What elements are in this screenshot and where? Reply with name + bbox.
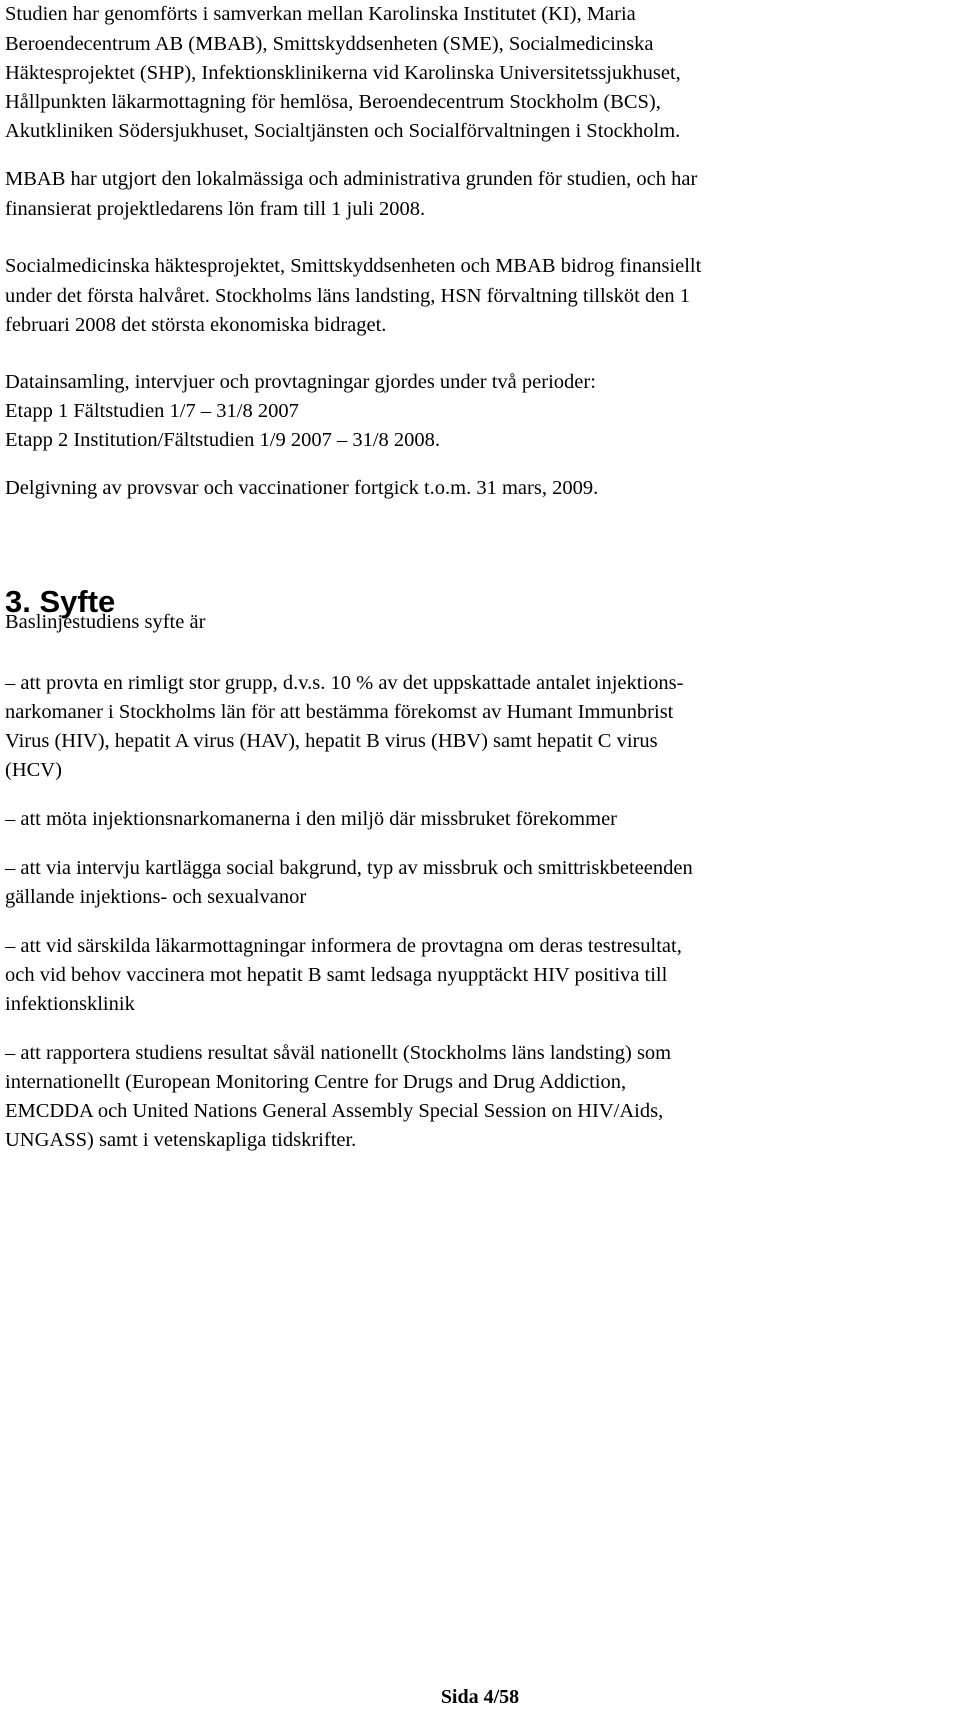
text-line: och vid behov vaccinera mot hepatit B samt ledsaga nyupptäckt HIV positiva till <box>5 964 668 986</box>
text-line: februari 2008 det största ekonomiska bidraget. <box>5 314 387 336</box>
text-line: Akutkliniken Södersjukhuset, Socialtjänsten och Socialförvaltningen i Stockholm. <box>5 120 681 142</box>
text-line: – att möta injektionsnarkomanerna i den miljö där missbruket förekommer <box>5 808 617 830</box>
page-number: Sida 4/58 <box>440 1686 520 1708</box>
text-line: Virus (HIV), hepatit A virus (HAV), hepatit B virus (HBV) samt hepatit C virus <box>5 730 658 752</box>
text-line: (HCV) <box>5 759 62 781</box>
section-heading: 3. Syfte <box>5 584 116 619</box>
text-line: internationellt (European Monitoring Centre for Drugs and Drug Addiction, <box>5 1071 627 1093</box>
text-line: MBAB har utgjort den lokalmässiga och administrativa grunden för studien, och har <box>5 168 698 190</box>
text-line: Datainsamling, intervjuer och provtagningar gjordes under två perioder: <box>5 371 596 393</box>
text-line: Etapp 1 Fältstudien 1/7 – 31/8 2007 <box>5 400 299 422</box>
text-line: under det första halvåret. Stockholms läns landsting, HSN förvaltning tillsköt den 1 <box>5 285 690 307</box>
text-line: gällande injektions- och sexualvanor <box>5 886 307 908</box>
text-line: UNGASS) samt i vetenskapliga tidskrifter. <box>5 1129 357 1151</box>
text-line: Socialmedicinska häktesprojektet, Smittskyddsenheten och MBAB bidrog finansiellt <box>5 255 702 277</box>
text-line: – att provta en rimligt stor grupp, d.v.s. 10 % av det uppskattade antalet injektions- <box>5 672 684 694</box>
text-line: Delgivning av provsvar och vaccinationer fortgick t.o.m. 31 mars, 2009. <box>5 477 599 499</box>
text-line: Beroendecentrum AB (MBAB), Smittskyddsenheten (SME), Socialmedicinska <box>5 33 654 55</box>
text-line: EMCDDA och United Nations General Assembly Special Session on HIV/Aids, <box>5 1100 664 1122</box>
text-line: Etapp 2 Institution/Fältstudien 1/9 2007 – 31/8 2008. <box>5 429 441 451</box>
text-line: finansierat projektledarens lön fram till 1 juli 2008. <box>5 198 426 220</box>
text-line: – att via intervju kartlägga social bakgrund, typ av missbruk och smittriskbeteenden <box>5 857 693 879</box>
text-line: – att rapportera studiens resultat såväl nationellt (Stockholms läns landsting) som <box>5 1042 672 1064</box>
text-line: Hållpunkten läkarmottagning för hemlösa, Beroendecentrum Stockholm (BCS), <box>5 91 661 113</box>
text-line: narkomaner i Stockholms län för att bestämma förekomst av Humant Immunbrist <box>5 701 674 723</box>
text-line: infektionsklinik <box>5 993 135 1015</box>
text-line: Häktesprojektet (SHP), Infektionsklinikerna vid Karolinska Universitetssjukhuset, <box>5 62 681 84</box>
text-line: Studien har genomförts i samverkan mellan Karolinska Institutet (KI), Maria <box>5 3 636 25</box>
text-line: – att vid särskilda läkarmottagningar informera de provtagna om deras testresultat, <box>5 935 682 957</box>
section-intro: Baslinjestudiens syfte är <box>5 611 206 633</box>
